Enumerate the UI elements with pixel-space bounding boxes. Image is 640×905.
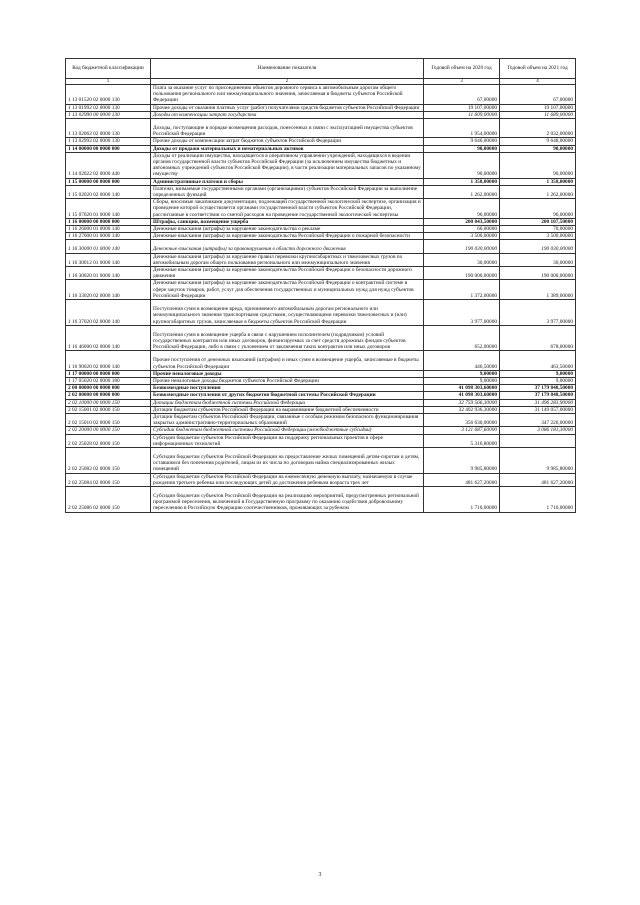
table-row: [66, 473, 576, 486]
code-cell: 1 16 90020 02 0000 140: [66, 351, 151, 370]
table-row: [66, 399, 576, 406]
table-row: [66, 413, 576, 426]
table-row: [66, 178, 576, 185]
name-cell: Денежные взыскания (штрафы) за нарушение правил перевозки крупногабаритных и тяжеловесных грузов по автомобильным дорогам общего пользования регионального или межмуниципального значения: [151, 253, 424, 266]
code-cell: 1 14 00000 00 0000 000: [66, 145, 151, 152]
code-cell: 2 02 00000 00 0000 000: [66, 392, 151, 399]
value-2020-cell: 3 977,00000: [424, 300, 500, 326]
table-row: [66, 486, 576, 512]
value-2020-cell: 1 710,00000: [424, 486, 500, 512]
value-2021-cell: 347 226,00000: [500, 413, 576, 426]
value-2020-cell: 190 030,00000: [424, 240, 500, 253]
table-row: [66, 145, 576, 152]
header-code: Код бюджетной классификации: [66, 59, 151, 79]
name-cell: Штрафы, санкции, возмещение ущерба: [151, 218, 424, 225]
code-cell: 2 02 15010 02 0000 150: [66, 413, 151, 426]
code-cell: 1 16 27000 01 0000 140: [66, 233, 151, 240]
value-2020-cell: 9 985,80000: [424, 447, 500, 473]
value-2020-cell: 3 121 687,60000: [424, 427, 500, 434]
value-2021-cell: 200 107,50000: [500, 218, 576, 225]
name-cell: Доходы от продажи материальных и нематериальных активов: [151, 145, 424, 152]
value-2021-cell: 90,00000: [500, 152, 576, 178]
name-cell: Денежные взыскания (штрафы) за нарушение законодательства Российской Федерации о безопасности дорожного движения: [151, 267, 424, 280]
value-2021-cell: 31 496 283,90000: [500, 399, 576, 406]
column-number: 1: [66, 79, 151, 85]
value-2021-cell: 37 179 848,50000: [500, 392, 576, 399]
table-row: [66, 226, 576, 233]
code-cell: 1 14 02022 02 0000 440: [66, 152, 151, 178]
name-cell: Доходы от компенсации затрат государства: [151, 111, 424, 118]
value-2021-cell: 190 000,00000: [500, 267, 576, 280]
value-2021-cell: 30,00000: [500, 253, 576, 266]
value-2020-cell: 446,50000: [424, 351, 500, 370]
name-cell: Дотации бюджетам субъектов Российской Федерации на выравнивание бюджетной обеспеченности: [151, 406, 424, 413]
value-2021-cell: 1 358,00000: [500, 178, 576, 185]
name-cell: Безвозмездные поступления от других бюджетов бюджетной системы Российской Федерации: [151, 392, 424, 399]
name-cell: Прочие доходы от компенсации затрат бюджетов субъектов Российской Федерации: [151, 138, 424, 145]
table-row: [66, 325, 576, 351]
table-row: [66, 351, 576, 370]
name-cell: Поступления сумм в возмещение вреда, причиняемого автомобильным дорогам регионального или межмуниципального значения транспортными средствами, осуществляющими перевозки тяжеловесных и (или) крупногабаритных грузов, зачисляемые в бюджеты субъектов Российской Федерации: [151, 300, 424, 326]
code-cell: 2 00 00000 00 0000 000: [66, 385, 151, 392]
table-row: [66, 253, 576, 266]
value-2021-cell: 31 149 057,00000: [500, 406, 576, 413]
code-cell: 1 15 00000 00 0000 000: [66, 178, 151, 185]
table-row: [66, 152, 576, 178]
name-cell: Сборы, вносимые заказчиками документации, подлежащей государственной экологической экспертизе, организация и проведение которой осуществляется органами государственной власти субъектов Российской Федерации, рассчитанные в соответствии со сметой расходов на проведение государственной экологической экспертизы: [151, 199, 424, 219]
value-2020-cell: 5 316,80000: [424, 434, 500, 447]
code-cell: 2 02 25086 02 0000 150: [66, 486, 151, 512]
value-2021-cell: 481 627,20000: [500, 473, 576, 486]
table-row: [66, 119, 576, 138]
code-cell: 2 02 25082 02 0000 150: [66, 447, 151, 473]
code-cell: 1 17 00000 00 0000 000: [66, 370, 151, 377]
value-2021-cell: 1 389,00000: [500, 280, 576, 300]
table-row: [66, 377, 576, 384]
table-row: [66, 218, 576, 225]
table-row: [66, 267, 576, 280]
value-2021-cell: 3 086 181,30000: [500, 427, 576, 434]
table-row: [66, 85, 576, 105]
value-2021-cell: 90,00000: [500, 145, 576, 152]
name-cell: Административные платежи и сборы: [151, 178, 424, 185]
value-2020-cell: 481 627,20000: [424, 473, 500, 486]
name-cell: Денежные взыскания (штрафы) за нарушение законодательства Российской Федерации о пожарной безопасности: [151, 233, 424, 240]
revenue-table: [65, 58, 576, 513]
table-row: [66, 385, 576, 392]
value-2020-cell: 41 098 303,60000: [424, 392, 500, 399]
value-2020-cell: 356 630,00000: [424, 413, 500, 426]
value-2020-cell: 32 759 566,30000: [424, 399, 500, 406]
column-number: 3: [424, 79, 500, 85]
name-cell: Субсидии бюджетам субъектов Российской Федерации на предоставление жилых помещений детям-сиротам и детям, оставшимся без попечения родителей, лицам из их числа по договорам найма специализированных жилых помещений: [151, 447, 424, 473]
value-2020-cell: 67,00000: [424, 85, 500, 105]
value-2020-cell: 1 372,00000: [424, 280, 500, 300]
value-2021-cell: 190 030,00000: [500, 240, 576, 253]
table-row: [66, 370, 576, 377]
value-2021-cell: 463,50000: [500, 351, 576, 370]
code-cell: 1 16 00000 00 0000 000: [66, 218, 151, 225]
value-2020-cell: 1 262,00000: [424, 185, 500, 198]
code-cell: 2 02 15001 02 0000 150: [66, 406, 151, 413]
value-2020-cell: 30,00000: [424, 253, 500, 266]
name-cell: Денежные взыскания (штрафы) за нарушение законодательства о рекламе: [151, 226, 424, 233]
value-2021-cell: 67,00000: [500, 85, 576, 105]
name-cell: Денежные взыскания (штрафы) за нарушение законодательства Российской Федерации о контрактной системе в сфере закупок товаров, работ, услуг для обеспечения государственных и муниципальных нужд для нужд субъектов Российской Федерации: [151, 280, 424, 300]
value-2021-cell: 9 985,80000: [500, 447, 576, 473]
table-row: [66, 233, 576, 240]
name-cell: Прочие поступления от денежных взысканий (штрафов) и иных сумм в возмещение ущерба, зачисляемые в бюджеты субъектов Российской Федерации: [151, 351, 424, 370]
code-cell: 1 13 02062 02 0000 130: [66, 119, 151, 138]
value-2020-cell: 190 000,00000: [424, 267, 500, 280]
name-cell: Субсидии бюджетам субъектов Российской Федерации на реализацию мероприятий, предусмотренных региональной программой переселения, включенной в Государственную программу по оказанию содействия добровольному переселению в Российскую Федерацию соотечественников, проживающих за рубежом: [151, 486, 424, 512]
table-body: [66, 85, 576, 513]
value-2021-cell: 678,00000: [500, 325, 576, 351]
name-cell: Прочие неналоговые доходы бюджетов субъектов Российской Федерации: [151, 377, 424, 384]
code-cell: 1 15 02020 02 0000 140: [66, 185, 151, 198]
column-number: 2: [151, 79, 424, 85]
code-cell: 1 16 37020 02 0000 140: [66, 300, 151, 326]
code-cell: 1 13 01992 02 0000 130: [66, 104, 151, 111]
value-2020-cell: 1 358,00000: [424, 178, 500, 185]
value-2021-cell: 37 179 848,50000: [500, 385, 576, 392]
value-2020-cell: 652,00000: [424, 325, 500, 351]
code-cell: 1 13 02990 00 0000 130: [66, 111, 151, 118]
value-2021-cell: [500, 434, 576, 447]
table-row: [66, 199, 576, 219]
name-cell: Субсидии бюджетам субъектов Российской Федерации на поддержку региональных проектов в сфере информационных технологий: [151, 434, 424, 447]
header-name: Наименование показателя: [151, 59, 424, 79]
page-number: 3: [318, 872, 322, 878]
name-cell: Дотации бюджетам субъектов Российской Федерации, связанные с особым режимом безопасного функционирования закрытых административно-территориальных образований: [151, 413, 424, 426]
table-row: [66, 185, 576, 198]
table-row: [66, 138, 576, 145]
value-2021-cell: 1 710,00000: [500, 486, 576, 512]
value-2020-cell: 9,00000: [424, 377, 500, 384]
table-row: [66, 300, 576, 326]
table-row: [66, 427, 576, 434]
name-cell: Плата за оказание услуг по присоединению объектов дорожного сервиса к автомобильным дорогам общего пользования регионального или межмуниципального значения, зачисляемая в бюджеты субъектов Российской Федерации: [151, 85, 424, 105]
value-2020-cell: 19 107,00000: [424, 104, 500, 111]
value-2020-cell: 32 402 936,30000: [424, 406, 500, 413]
table-row: [66, 111, 576, 118]
value-2021-cell: 9 648,00000: [500, 138, 576, 145]
value-2020-cell: 90,00000: [424, 145, 500, 152]
code-cell: 1 16 26000 01 0000 140: [66, 226, 151, 233]
table-header: [66, 59, 576, 85]
code-cell: 2 02 25028 02 0000 150: [66, 434, 151, 447]
value-2021-cell: 70,00000: [500, 226, 576, 233]
table-row: [66, 447, 576, 473]
value-2021-cell: 9,00000: [500, 370, 576, 377]
name-cell: Поступления сумм в возмещение ущерба в связи с нарушением исполнителем (подрядчиком) условий государственных контрактов или иных договоров, финансируемых за счет средств дорожных фондов субъектов Российской Федерации, либо в связи с уклонением от заключения таких контрактов или иных договоров: [151, 325, 424, 351]
code-cell: 1 13 01520 02 0000 130: [66, 85, 151, 105]
code-cell: 1 13 02992 02 0000 130: [66, 138, 151, 145]
value-2020-cell: 200 043,50000: [424, 218, 500, 225]
code-cell: 2 02 25084 02 0000 150: [66, 473, 151, 486]
column-number: 4: [500, 79, 576, 85]
value-2020-cell: 11 609,00000: [424, 111, 500, 118]
value-2020-cell: 1 954,00000: [424, 119, 500, 138]
value-2021-cell: 3 977,00000: [500, 300, 576, 326]
code-cell: 1 16 30012 01 0000 140: [66, 253, 151, 266]
code-cell: 1 16 33020 02 0000 140: [66, 280, 151, 300]
table-row: [66, 104, 576, 111]
name-cell: Безвозмездные поступления: [151, 385, 424, 392]
budget-document-page: [65, 58, 575, 513]
value-2021-cell: 1 262,00000: [500, 185, 576, 198]
value-2020-cell: 9 646,00000: [424, 138, 500, 145]
value-2020-cell: 9,00000: [424, 370, 500, 377]
value-2021-cell: 96,00000: [500, 199, 576, 219]
code-cell: 1 16 46000 02 0000 140: [66, 325, 151, 351]
name-cell: Прочие неналоговые доходы: [151, 370, 424, 377]
name-cell: Прочие доходы от оказания платных услуг (работ) получателями средств бюджетов субъектов Российской Федерации: [151, 104, 424, 111]
table-row: [66, 406, 576, 413]
name-cell: Субсидии бюджетам субъектов Российской Федерации на ежемесячную денежную выплату, назначаемую в случае рождения третьего ребенка или последующих детей до достижения ребенком возраста трех лет: [151, 473, 424, 486]
header-2021: Годовой объем на 2021 год: [500, 59, 576, 79]
value-2020-cell: 90,00000: [424, 152, 500, 178]
value-2021-cell: 3 500,00000: [500, 233, 576, 240]
name-cell: Доходы от реализации имущества, находящегося в оперативном управлении учреждений, находящихся в ведении органов государственной власти субъектов Российской Федерации (за исключением имущества бюджетных и автономных учреждений субъектов Российской Федерации), в части реализации материальных запасов по указанному имуществу: [151, 152, 424, 178]
value-2020-cell: 3 500,00000: [424, 233, 500, 240]
name-cell: Платежи, взимаемые государственными органами (организациями) субъектов Российской Федерации за выполнение определенных функций: [151, 185, 424, 198]
table-row: [66, 434, 576, 447]
code-cell: 2 02 10000 00 0000 150: [66, 399, 151, 406]
table-row: [66, 392, 576, 399]
value-2021-cell: 2 032,00000: [500, 119, 576, 138]
value-2020-cell: 66,00000: [424, 226, 500, 233]
name-cell: Дотации бюджетам бюджетной системы Российской Федерации: [151, 399, 424, 406]
code-cell: 2 02 20000 00 0000 150: [66, 427, 151, 434]
header-2020: Годовой объем на 2020 год: [424, 59, 500, 79]
code-cell: 1 15 07020 01 0000 140: [66, 199, 151, 219]
code-cell: 1 16 30000 01 0000 140: [66, 240, 151, 253]
value-2021-cell: 9,00000: [500, 377, 576, 384]
value-2020-cell: 41 098 303,60000: [424, 385, 500, 392]
value-2021-cell: 11 689,00000: [500, 111, 576, 118]
value-2020-cell: 96,00000: [424, 199, 500, 219]
name-cell: Денежные взыскания (штрафы) за правонарушения в области дорожного движения: [151, 240, 424, 253]
value-2021-cell: 19 107,00000: [500, 104, 576, 111]
name-cell: Доходы, поступающие в порядке возмещения расходов, понесенных в связи с эксплуатацией имущества субъектов Российской Федерации: [151, 119, 424, 138]
table-row: [66, 280, 576, 300]
name-cell: Субсидии бюджетам бюджетной системы Российской Федерации (межбюджетные субсидии): [151, 427, 424, 434]
code-cell: 1 17 05020 02 0000 180: [66, 377, 151, 384]
code-cell: 1 16 30020 01 0000 140: [66, 267, 151, 280]
table-row: [66, 240, 576, 253]
